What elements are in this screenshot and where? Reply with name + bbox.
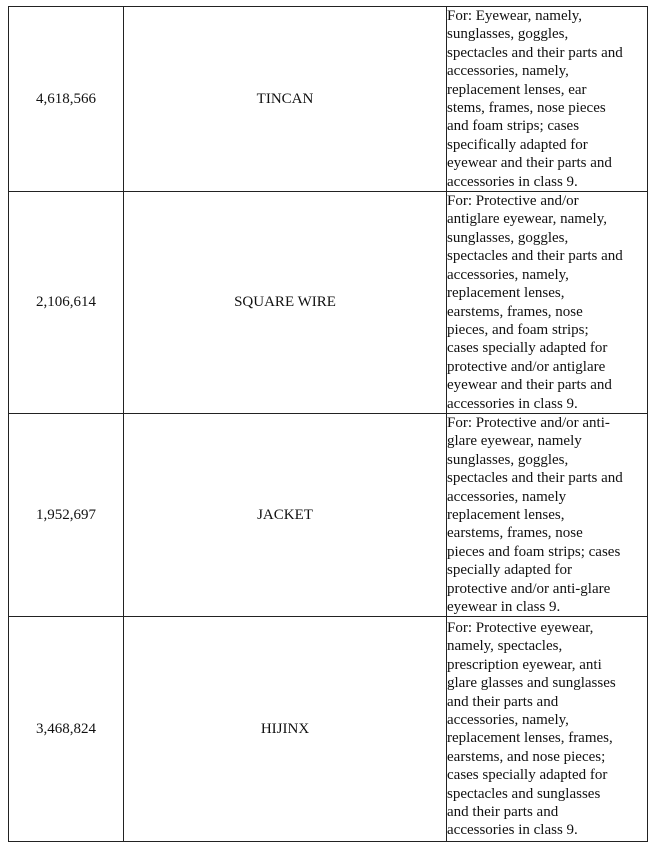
goods-line: accessories in class 9. (447, 395, 578, 412)
goods-line: specifically adapted for (447, 136, 588, 153)
goods-line: spectacles and their parts and (447, 44, 623, 61)
mark-name: HIJINX (124, 617, 447, 842)
goods-line: pieces and foam strips; cases (447, 543, 621, 560)
goods-description (447, 192, 648, 414)
goods-line: For: Protective and/or anti- (447, 414, 610, 431)
goods-line: and their parts and (447, 693, 559, 710)
goods-description (447, 617, 648, 842)
goods-line: spectacles and their parts and (447, 248, 623, 265)
goods-line: cases specially adapted for (447, 340, 608, 357)
goods-line: replacement lenses, frames, (447, 730, 613, 747)
goods-line: sunglasses, goggles, (447, 26, 569, 43)
mark-name: TINCAN (124, 7, 447, 192)
goods-line: accessories, namely, (447, 63, 569, 80)
goods-line: For: Protective eyewear, (447, 619, 594, 636)
goods-line: For: Eyewear, namely, (447, 8, 583, 24)
goods-line: earstems, frames, nose (447, 303, 583, 320)
trademark-table (8, 6, 648, 842)
mark-name: JACKET (124, 413, 447, 616)
goods-line: specially adapted for (447, 562, 572, 579)
trademark-table-body (9, 7, 648, 842)
goods-line: sunglasses, goggles, (447, 229, 569, 246)
goods-line: and foam strips; cases (447, 118, 580, 135)
goods-line: protective and/or antiglare (447, 358, 606, 375)
goods-line: cases specially adapted for (447, 767, 608, 784)
goods-line: antiglare eyewear, namely, (447, 211, 608, 228)
goods-line: earstems, frames, nose (447, 525, 583, 542)
goods-line: namely, spectacles, (447, 638, 563, 655)
goods-line: accessories in class 9. (447, 822, 578, 839)
goods-line: protective and/or anti-glare (447, 580, 611, 597)
registration-number: 1,952,697 (9, 413, 124, 616)
goods-line: eyewear in class 9. (447, 599, 561, 615)
table-row (9, 617, 648, 842)
goods-description (447, 413, 648, 616)
registration-number: 4,618,566 (9, 7, 124, 192)
goods-line: glare eyewear, namely (447, 433, 582, 450)
mark-name: SQUARE WIRE (124, 192, 447, 414)
goods-description (447, 7, 648, 192)
goods-line: replacement lenses, (447, 506, 565, 523)
goods-line: glare glasses and sunglasses (447, 675, 616, 692)
table-row (9, 7, 648, 192)
goods-line: earstems, and nose pieces; (447, 748, 606, 765)
goods-line: accessories, namely, (447, 712, 569, 728)
goods-line: stems, frames, nose pieces (447, 100, 606, 117)
table-row (9, 192, 648, 414)
table-row (9, 413, 648, 616)
registration-number: 3,468,824 (9, 617, 124, 842)
goods-line: sunglasses, goggles, (447, 451, 569, 468)
goods-line: spectacles and their parts and (447, 470, 623, 487)
goods-line: eyewear and their parts and (447, 377, 612, 394)
registration-number: 2,106,614 (9, 192, 124, 414)
goods-line: eyewear and their parts and (447, 155, 612, 172)
goods-line: and their parts and (447, 804, 559, 821)
goods-line: accessories in class 9. (447, 173, 578, 190)
goods-line: spectacles and sunglasses (447, 785, 601, 802)
goods-line: replacement lenses, (447, 285, 565, 302)
goods-line: replacement lenses, ear (447, 81, 587, 98)
goods-line: accessories, namely, (447, 266, 569, 283)
goods-line: For: Protective and/or (447, 193, 579, 210)
goods-line: accessories, namely (447, 488, 567, 505)
goods-line: pieces, and foam strips; (447, 321, 589, 338)
goods-line: prescription eyewear, anti (447, 656, 602, 673)
